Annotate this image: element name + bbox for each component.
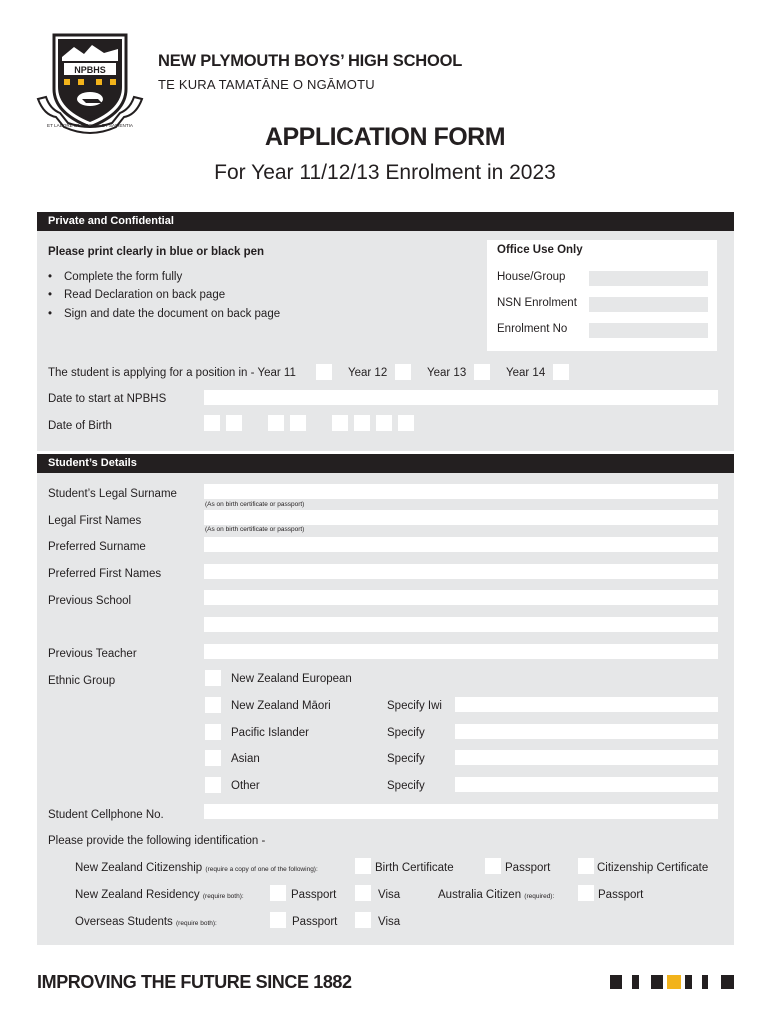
nz-residency-label: New Zealand Residency (require both): (75, 889, 244, 901)
enrolment-no-field[interactable] (589, 323, 708, 338)
footer-tagline: IMPROVING THE FUTURE SINCE 1882 (37, 972, 352, 992)
section-heading-private: Private and Confidential (37, 212, 734, 231)
ethnicity-pacific-label: Pacific Islander (231, 727, 309, 739)
year-14-checkbox[interactable] (553, 364, 569, 380)
form-title: APPLICATION FORM (264, 123, 506, 151)
legal-first-label: Legal First Names (48, 515, 142, 527)
ethnicity-asian-checkbox[interactable] (205, 750, 221, 766)
form-subtitle: For Year 11/12/13 Enrolment in 2023 (214, 161, 556, 184)
citizenship-certificate-checkbox[interactable] (578, 858, 594, 874)
date-start-label: Date to start at NPBHS (48, 393, 167, 405)
specify-other-field[interactable] (455, 777, 718, 792)
overseas-students-label: Overseas Students (require both): (75, 916, 217, 928)
house-group-field[interactable] (589, 271, 708, 286)
instruction-text: Please print clearly in blue or black pen (48, 246, 265, 258)
identification-label: Please provide the following identification - (48, 835, 266, 847)
nsn-enrolment-field[interactable] (589, 297, 708, 312)
school-maori-name: TE KURA TAMATĀNE O NGĀMOTU (158, 77, 375, 92)
school-crest-logo (34, 27, 146, 135)
ethnicity-other-label: Other (231, 780, 260, 792)
preferred-first-label: Preferred First Names (48, 568, 162, 580)
ethnicity-nz-maori-checkbox[interactable] (205, 697, 221, 713)
year-12-label: Year 12 (348, 367, 388, 379)
ethnicity-asian-label: Asian (231, 753, 260, 765)
birth-cert-note: (As on birth certificate or passport) (205, 501, 305, 508)
australia-citizen-label: Australia Citizen (required): (438, 889, 555, 901)
legal-surname-label: Student’s Legal Surname (48, 488, 177, 500)
year-13-checkbox[interactable] (474, 364, 490, 380)
cellphone-label: Student Cellphone No. (48, 809, 164, 821)
footer-square (721, 975, 734, 989)
cellphone-field[interactable] (204, 804, 718, 819)
previous-school-field[interactable] (204, 590, 718, 605)
birth-certificate-checkbox[interactable] (355, 858, 371, 874)
dob-digit-box[interactable] (226, 415, 242, 431)
footer-square (685, 975, 692, 989)
specify-iwi-label: Specify Iwi (387, 700, 442, 712)
preferred-first-field[interactable] (204, 564, 718, 579)
footer-square (610, 975, 622, 989)
australia-passport-checkbox[interactable] (578, 885, 594, 901)
passport-label: Passport (505, 862, 551, 874)
dob-digit-box[interactable] (354, 415, 370, 431)
footer-square (651, 975, 663, 989)
year-14-label: Year 14 (506, 367, 546, 379)
footer-square (702, 975, 708, 989)
applying-label: The student is applying for a position in - Year 11 (48, 367, 296, 379)
footer-square (632, 975, 639, 989)
previous-teacher-field[interactable] (204, 644, 718, 659)
preferred-surname-label: Preferred Surname (48, 541, 146, 553)
specify-iwi-field[interactable] (455, 697, 718, 712)
visa-label: Visa (378, 889, 401, 901)
footer-square-accent (667, 975, 681, 989)
passport-label: Passport (292, 916, 338, 928)
birth-certificate-label: Birth Certificate (375, 862, 454, 874)
logo-year: 1882 (84, 115, 96, 121)
logo-motto: ET LABORE ET VIRTUTE ET SAPIENTIA (47, 123, 133, 128)
ethnicity-nz-european-label: New Zealand European (231, 673, 352, 685)
passport-label: Passport (598, 889, 644, 901)
year-12-checkbox[interactable] (395, 364, 411, 380)
logo-letters: NPBHS (74, 65, 106, 75)
office-use-title: Office Use Only (497, 244, 583, 256)
previous-teacher-label: Previous Teacher (48, 648, 137, 660)
house-group-label: House/Group (497, 271, 566, 283)
previous-school-field-2[interactable] (204, 617, 718, 632)
ethnicity-nz-maori-label: New Zealand Māori (231, 700, 331, 712)
year-11-checkbox[interactable] (316, 364, 332, 380)
enrolment-no-label: Enrolment No (497, 323, 568, 335)
dob-digit-box[interactable] (268, 415, 284, 431)
dob-digit-box[interactable] (376, 415, 392, 431)
nsn-enrolment-label: NSN Enrolment (497, 297, 577, 309)
citizenship-certificate-label: Citizenship Certificate (597, 862, 709, 874)
dob-digit-box[interactable] (204, 415, 220, 431)
specify-asian-field[interactable] (455, 750, 718, 765)
specify-label: Specify (387, 780, 425, 792)
nz-citizenship-label: New Zealand Citizenship (require a copy of one of the following): (75, 862, 318, 874)
legal-first-field[interactable] (204, 510, 718, 525)
dob-label: Date of Birth (48, 420, 112, 432)
overseas-visa-checkbox[interactable] (355, 912, 371, 928)
residency-visa-checkbox[interactable] (355, 885, 371, 901)
preferred-surname-field[interactable] (204, 537, 718, 552)
dob-digit-box[interactable] (290, 415, 306, 431)
specify-pacific-field[interactable] (455, 724, 718, 739)
passport-label: Passport (291, 889, 337, 901)
office-use-box (487, 240, 717, 351)
overseas-passport-checkbox[interactable] (270, 912, 286, 928)
birth-cert-note: (As on birth certificate or passport) (205, 526, 305, 533)
specify-label: Specify (387, 727, 425, 739)
residency-passport-checkbox[interactable] (270, 885, 286, 901)
dob-digit-box[interactable] (398, 415, 414, 431)
visa-label: Visa (378, 916, 401, 928)
previous-school-label: Previous School (48, 595, 132, 607)
bullet-item: • Sign and date the document on back page (48, 308, 281, 320)
bullet-item: • Read Declaration on back page (48, 289, 226, 301)
bullet-item: • Complete the form fully (48, 271, 183, 283)
ethnicity-pacific-checkbox[interactable] (205, 724, 221, 740)
section-heading-student: Student’s Details (37, 454, 734, 473)
ethnicity-other-checkbox[interactable] (205, 777, 221, 793)
citizenship-passport-checkbox[interactable] (485, 858, 501, 874)
ethnic-group-label: Ethnic Group (48, 675, 116, 687)
dob-digit-box[interactable] (332, 415, 348, 431)
year-13-label: Year 13 (427, 367, 467, 379)
legal-surname-field[interactable] (204, 484, 718, 499)
school-name: NEW PLYMOUTH BOYS’ HIGH SCHOOL (158, 52, 463, 70)
specify-label: Specify (387, 753, 425, 765)
date-start-field[interactable] (204, 390, 718, 405)
ethnicity-nz-european-checkbox[interactable] (205, 670, 221, 686)
